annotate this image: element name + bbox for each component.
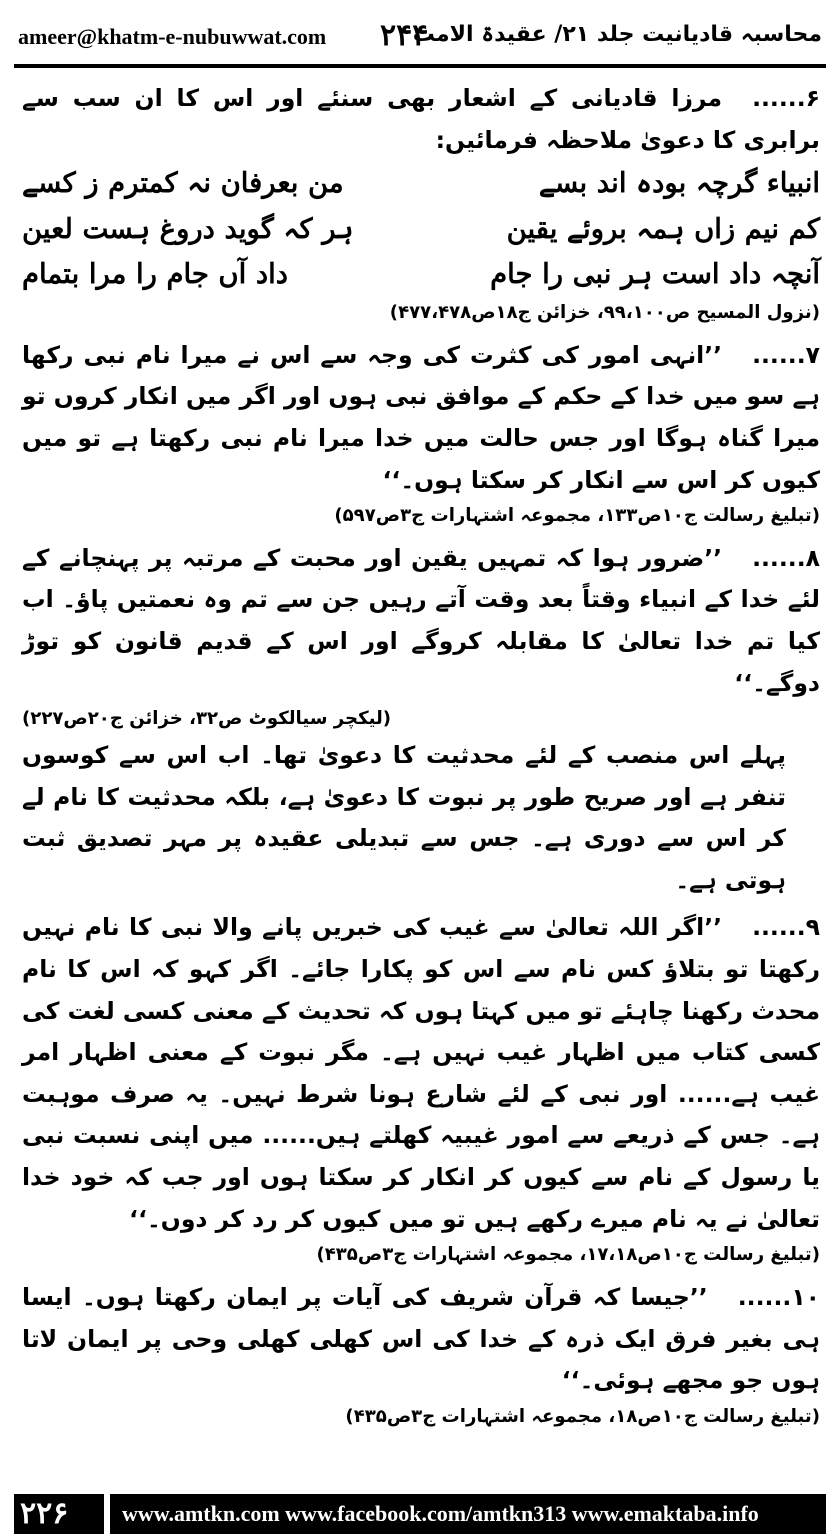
section-7-text: ’’انہی امور کی کثرت کی وجہ سے اس نے میرا نام نبی رکھا ہے سو میں خدا کے حکم کے موافق نبی ہوں اور اگر میں انکار کروں تو میرا گناہ ہوگا اور جس حالت میں خدا میرا نام نبی رکھتا ہے تو میں کیوں کر اس سے انکار کر سکتا ہوں۔‘‘ xyxy=(22,340,820,494)
poem-verse: داد آں جام را مرا بتمام xyxy=(22,258,288,291)
persian-poem xyxy=(22,161,820,298)
section-7 xyxy=(22,335,820,501)
page-header xyxy=(14,16,826,60)
section-6-number: ۶...... xyxy=(752,84,820,112)
section-6-reference: (نزول المسیح ص۹۹،۱۰۰، خزائن ج۱۸ص۴۷۷،۴۷۸) xyxy=(389,301,820,323)
section-7-reference: (تبلیغ رسالت ج۱۰ص۱۳۳، مجموعہ اشتہارات ج۳ص۵۹۷) xyxy=(334,505,820,527)
section-9-text: ’’اگر اللہ تعالیٰ سے غیب کی خبریں پانے والا نبی کا نام نہیں رکھتا تو بتلاؤ کس نام سے اس کو پکارا جائے۔ اگر کہو کہ اس کا نام محدث رکھنا چاہئے تو میں کہتا ہوں کہ تحدیث کے معنی کسی لغت کی کسی کتاب میں اظہار غیب نہیں ہے۔ مگر نبوت کے معنی اظہار امر غیب ہے...... اور نبی کے لئے شارع ہونا شرط نہیں۔ یہ صرف موہبت ہے۔ جس کے ذریعے سے امور غیبیہ کھلتے ہیں...... میں اپنی نسبت نبی یا رسول کے نام سے کیوں کر انکار کر سکتا ہوں اور جب کہ خود خدا تعالیٰ نے یہ نام میرے رکھے ہیں تو میں کیوں کر رد کر دوں۔‘‘ xyxy=(22,913,820,1233)
section-8 xyxy=(22,538,820,704)
header-book-title: محاسبہ قادیانیت جلد ۲۱/ عقیدۃ الامت xyxy=(412,22,822,47)
section-8-number: ۸...... xyxy=(752,543,820,572)
poem-verse: انبیاء گرچہ بودہ اند بسے xyxy=(538,167,820,200)
page-body xyxy=(22,78,820,1432)
header-rule xyxy=(14,64,826,68)
section-9-reference: (تبلیغ رسالت ج۱۰ص۱۷،۱۸، مجموعہ اشتہارات ج۳ص۴۳۵) xyxy=(316,1244,820,1266)
footer-divider xyxy=(104,1494,110,1534)
poem-verse: آنچہ داد است ہر نبی را جام xyxy=(490,258,820,291)
section-10-number: ۱۰...... xyxy=(737,1282,820,1311)
section-9 xyxy=(22,907,820,1240)
section-8-reference: (لیکچر سیالکوٹ ص۳۲، خزائن ج۲۰ص۲۲۷) xyxy=(22,708,392,730)
section-9-number: ۹...... xyxy=(752,913,820,942)
section-10 xyxy=(22,1277,820,1402)
poem-verse: کم نیم زاں ہمہ بروئے یقین xyxy=(506,212,820,245)
footer-website-links: www.amtkn.com www.facebook.com/amtkn313 www.emaktaba.info xyxy=(122,1501,759,1526)
footer-page-number: ۲۲۶ xyxy=(20,1496,69,1531)
section-6-heading-text: مرزا قادیانی کے اشعار بھی سنئے اور اس کا ان سب سے برابری کا دعویٰ ملاحظہ فرمائیں: xyxy=(22,84,820,154)
section-10-reference: (تبلیغ رسالت ج۱۰ص۱۸، مجموعہ اشتہارات ج۳ص۴۳۵) xyxy=(345,1405,820,1427)
section-8-commentary: پہلے اس منصب کے لئے محدثیت کا دعویٰ تھا۔ اب اس سے کوسوں تنفر ہے اور صریح طور پر نبوت کا دعویٰ ہے، بلکہ محدثیت کا نام لے کر اس سے دوری ہے۔ جس سے تبدیلی عقیدہ پر مہر تصدیق ثبت ہوتی ہے۔ xyxy=(22,741,786,894)
header-page-number: ۲۴۴ xyxy=(380,18,429,53)
poem-couplet xyxy=(22,207,820,253)
section-6-heading xyxy=(22,78,820,161)
section-10-text: ’’جیسا کہ قرآن شریف کی آیات پر ایمان رکھتا ہوں۔ ایسا ہی بغیر فرق ایک ذرہ کے خدا کی اس کھلی کھلی وحی پر ایمان لاتا ہوں جو مجھے ہوئی۔‘‘ xyxy=(22,1282,820,1395)
poem-verse: ہر کہ گوید دروغ ہست لعین xyxy=(22,212,354,245)
section-7-number: ۷...... xyxy=(752,340,820,369)
section-8-text: ’’ضرور ہوا کہ تمہیں یقین اور محبت کے مرتبہ پر پہنچانے کے لئے خدا کے انبیاء وقتاً بعد وقت آتے رہیں جن سے تم وہ نعمتیں پاؤ۔ اب کیا تم خدا تعالیٰ کا مقابلہ کروگے اور اس کے قدیم قانون کو توڑ دوگے۔‘‘ xyxy=(22,543,820,697)
poem-couplet xyxy=(22,161,820,207)
poem-verse: من بعرفان نہ کمترم ز کسے xyxy=(22,167,344,200)
header-email: ameer@khatm-e-nubuwwat.com xyxy=(18,24,327,49)
poem-couplet xyxy=(22,252,820,298)
page-footer xyxy=(14,1494,826,1534)
